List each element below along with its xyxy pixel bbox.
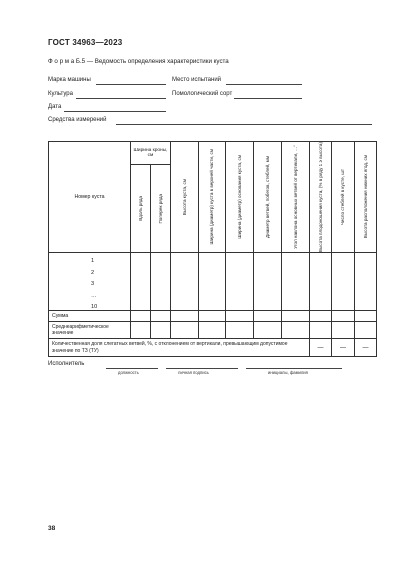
footer-mark: — bbox=[310, 339, 332, 357]
caption-signature: личная подпись bbox=[178, 370, 209, 375]
footer-label: Количественная доля слегатных ветвей, %, с отклонением от вертикали, превышающим допустимое значение по ТЗ (ТУ) bbox=[49, 339, 310, 357]
field-variety-line[interactable] bbox=[96, 84, 166, 85]
header-bush-number: Номер куста bbox=[49, 142, 131, 253]
executor-signature-line[interactable] bbox=[166, 368, 238, 369]
row-number: … bbox=[91, 292, 97, 299]
data-cell[interactable] bbox=[282, 253, 310, 311]
sum-cell[interactable] bbox=[171, 311, 199, 322]
measurement-table bbox=[48, 141, 377, 357]
sum-label: Сумма bbox=[49, 311, 131, 322]
field-culture-label: Культура bbox=[48, 91, 73, 97]
data-cell[interactable] bbox=[254, 253, 282, 311]
header-fruit-height: Высота плодоношения куста, (% в ряду 1 ≥ высота) bbox=[310, 142, 332, 253]
header-branch-diameter: Диаметр ветвей, побегов, стеблей, мм bbox=[254, 142, 282, 253]
data-cell[interactable] bbox=[226, 253, 254, 311]
field-instruments-line[interactable] bbox=[116, 124, 372, 125]
field-pomological-label: Помологический сорт bbox=[172, 91, 233, 97]
data-cell[interactable] bbox=[199, 253, 226, 311]
caption-name: инициалы, фамилия bbox=[268, 370, 308, 375]
mean-cell[interactable] bbox=[332, 322, 355, 339]
page-number: 38 bbox=[48, 525, 56, 532]
mean-cell[interactable] bbox=[355, 322, 377, 339]
document-code: ГОСТ 34963—2023 bbox=[48, 38, 123, 47]
sum-cell[interactable] bbox=[254, 311, 282, 322]
row-number: 10 bbox=[91, 304, 98, 311]
mean-cell[interactable] bbox=[151, 322, 171, 339]
data-cell[interactable] bbox=[355, 253, 377, 311]
data-cell[interactable] bbox=[310, 253, 332, 311]
field-culture-line[interactable] bbox=[76, 98, 166, 99]
bush-number-cell bbox=[49, 253, 131, 311]
footer-mark: — bbox=[332, 339, 355, 357]
mean-label: Среднеарифметическое значение bbox=[49, 322, 131, 339]
field-date-label: Дата bbox=[48, 104, 62, 110]
mean-cell[interactable] bbox=[171, 322, 199, 339]
mean-cell[interactable] bbox=[282, 322, 310, 339]
data-cell[interactable] bbox=[332, 253, 355, 311]
form-title: Ф о р м а Б.5 — Ведомость определения характеристики куста bbox=[48, 58, 229, 65]
field-test-site-line[interactable] bbox=[226, 84, 302, 85]
mean-cell[interactable] bbox=[310, 322, 332, 339]
mean-cell[interactable] bbox=[254, 322, 282, 339]
field-pomological-line[interactable] bbox=[234, 98, 302, 99]
mean-cell[interactable] bbox=[199, 322, 226, 339]
caption-position: должность bbox=[118, 370, 139, 375]
row-number: 2 bbox=[91, 269, 95, 276]
header-branch-count: Число стеблей в кусте, шт bbox=[332, 142, 355, 253]
sum-cell[interactable] bbox=[131, 311, 151, 322]
header-bush-height: Высота куста, см bbox=[171, 142, 199, 253]
mean-cell[interactable] bbox=[131, 322, 151, 339]
sum-cell[interactable] bbox=[310, 311, 332, 322]
row-number: 1 bbox=[91, 258, 95, 265]
executor-position-line[interactable] bbox=[106, 368, 158, 369]
data-cell[interactable] bbox=[131, 253, 151, 311]
field-date-line[interactable] bbox=[64, 111, 166, 112]
header-lowest-fruit-height: Высота расположения нижних ягод, см bbox=[355, 142, 377, 253]
mean-cell[interactable] bbox=[226, 322, 254, 339]
sum-cell[interactable] bbox=[151, 311, 171, 322]
header-crown-along: Вдоль ряда bbox=[131, 164, 151, 252]
header-top-width: Ширина (диаметр) куста в верхней части, см bbox=[199, 142, 226, 253]
executor-label: Исполнитель bbox=[48, 361, 85, 367]
sum-cell[interactable] bbox=[355, 311, 377, 322]
data-cell[interactable] bbox=[151, 253, 171, 311]
data-cell[interactable] bbox=[171, 253, 199, 311]
field-variety-label: Марка машины bbox=[48, 77, 91, 83]
header-deviation-angle: Угол наклона основных ветвей от вертикали, …° bbox=[282, 142, 310, 253]
field-instruments-label: Средства измерений bbox=[48, 117, 107, 123]
field-test-site-label: Место испытаний bbox=[172, 77, 222, 83]
executor-name-line[interactable] bbox=[246, 368, 342, 369]
sum-cell[interactable] bbox=[332, 311, 355, 322]
footer-mark: — bbox=[355, 339, 377, 357]
header-base-width: Ширина (диаметр) основания куста, см bbox=[226, 142, 254, 253]
sum-cell[interactable] bbox=[226, 311, 254, 322]
header-crown-width: Ширина кроны, см bbox=[131, 142, 171, 165]
sum-cell[interactable] bbox=[199, 311, 226, 322]
sum-cell[interactable] bbox=[282, 311, 310, 322]
header-crown-across: Поперек ряда bbox=[151, 164, 171, 252]
row-number: 3 bbox=[91, 281, 95, 288]
